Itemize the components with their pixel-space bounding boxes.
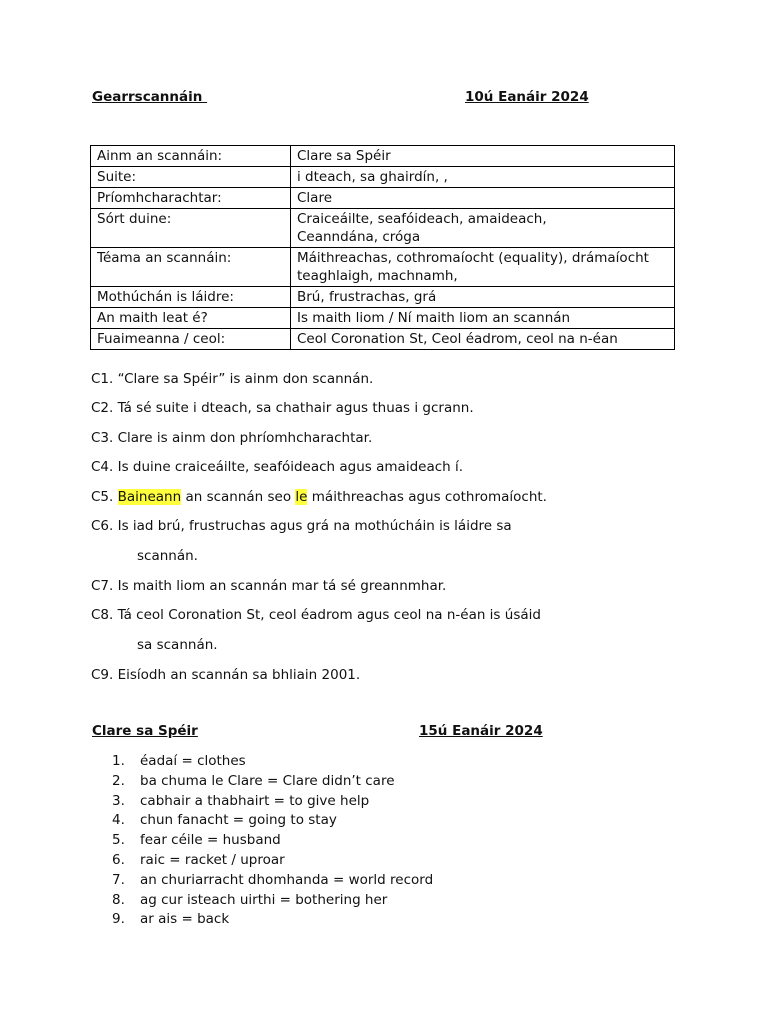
- table-label: Sórt duine:: [91, 209, 291, 248]
- list-number: 5.: [112, 832, 125, 849]
- table-label: Príomhcharachtar:: [91, 188, 291, 209]
- answer-c5-prefix: C5.: [91, 489, 118, 505]
- list-number: 1.: [112, 753, 125, 769]
- table-value: [291, 209, 675, 248]
- section1-date: 10ú Eanáir 2024: [465, 89, 589, 105]
- table-value-line: Ceanndána, cróga: [297, 229, 421, 245]
- list-item: [112, 792, 433, 812]
- table-label: An maith leat é?: [91, 308, 291, 329]
- table-row: [91, 308, 675, 329]
- table-row: [91, 188, 675, 209]
- list-item: [112, 851, 433, 871]
- list-number: 6.: [112, 851, 125, 868]
- table-label: Fuaimeanna / ceol:: [91, 329, 291, 350]
- table-row: [91, 329, 675, 350]
- table-value-line: teaghlaigh, machnamh,: [297, 268, 458, 284]
- list-item: [112, 891, 433, 911]
- list-text: ar ais = back: [140, 911, 230, 928]
- highlighted-word: le: [295, 489, 308, 505]
- table-value-line: Máithreachas, cothromaíocht (equality), drámaíocht: [297, 250, 649, 266]
- table-value-line: Craiceáilte, seafóideach, amaideach,: [297, 211, 547, 227]
- list-number: 8.: [112, 891, 125, 908]
- highlighted-word: Baineann: [117, 489, 182, 505]
- table-value: [291, 248, 675, 287]
- answer-c5-suffix: máithreachas agus cothromaíocht.: [307, 489, 547, 505]
- table-value: Brú, frustrachas, grá: [291, 287, 675, 308]
- answer-c2: C2. Tá sé suite i dteach, sa chathair agus thuas i gcrann.: [91, 400, 474, 416]
- table-label: Ainm an scannáin:: [91, 146, 291, 167]
- section2-date: 15ú Eanáir 2024: [419, 723, 543, 739]
- table-value: Clare sa Spéir: [291, 146, 675, 167]
- list-text: raic = racket / uproar: [140, 851, 285, 868]
- list-item: [112, 811, 433, 831]
- list-text: chun fanacht = going to stay: [140, 812, 337, 829]
- table-value: Is maith liom / Ní maith liom an scannán: [291, 308, 675, 329]
- section2-title: Clare sa Spéir: [92, 723, 198, 739]
- list-text: ba chuma le Clare = Clare didn’t care: [140, 772, 395, 789]
- list-text: ag cur isteach uirthi = bothering her: [140, 891, 388, 908]
- answer-c6: C6. Is iad brú, frustruchas agus grá na mothúcháin is láidre sa: [91, 518, 512, 534]
- list-item: [112, 831, 433, 851]
- table-row: [91, 248, 675, 287]
- list-item: [112, 752, 433, 772]
- section1-title: Gearrscannáin: [92, 89, 208, 105]
- list-text: cabhair a thabhairt = to give help: [140, 792, 370, 809]
- vocab-list: [112, 752, 433, 930]
- list-item: [112, 910, 433, 930]
- film-info-table: [90, 145, 675, 350]
- list-number: 7.: [112, 871, 125, 888]
- answer-c4: C4. Is duine craiceáilte, seafóideach agus amaideach í.: [91, 459, 464, 475]
- table-row: [91, 146, 675, 167]
- table-value: Ceol Coronation St, Ceol éadrom, ceol na n-éan: [291, 329, 675, 350]
- answer-c9: C9. Eisíodh an scannán sa bhliain 2001.: [91, 667, 361, 683]
- table-label: Téama an scannáin:: [91, 248, 291, 287]
- table-label: Mothúchán is láidre:: [91, 287, 291, 308]
- answer-c5: [91, 488, 547, 506]
- list-item: [112, 772, 433, 792]
- table-label: Suite:: [91, 167, 291, 188]
- list-number: 2.: [112, 772, 125, 789]
- answer-c8-continuation: sa scannán.: [137, 637, 218, 653]
- answer-c3: C3. Clare is ainm don phríomhcharachtar.: [91, 430, 373, 446]
- list-number: 9.: [112, 911, 125, 928]
- list-number: 4.: [112, 812, 125, 829]
- answer-c6-continuation: scannán.: [137, 548, 198, 564]
- table-row: [91, 287, 675, 308]
- list-text: éadaí = clothes: [140, 753, 246, 769]
- list-text: fear céile = husband: [140, 832, 281, 849]
- table-row: [91, 209, 675, 248]
- table-value: Clare: [291, 188, 675, 209]
- answer-c7: C7. Is maith liom an scannán mar tá sé greannmhar.: [91, 578, 447, 594]
- list-item: [112, 871, 433, 891]
- table-row: [91, 167, 675, 188]
- answer-c5-mid: an scannán seo: [181, 489, 296, 505]
- answer-c1: C1. “Clare sa Spéir” is ainm don scannán.: [91, 371, 374, 387]
- table-value: i dteach, sa ghairdín, ,: [291, 167, 675, 188]
- list-text: an churiarracht dhomhanda = world record: [140, 871, 434, 888]
- answer-c8: C8. Tá ceol Coronation St, ceol éadrom agus ceol na n-éan is úsáid: [91, 607, 541, 623]
- list-number: 3.: [112, 792, 125, 809]
